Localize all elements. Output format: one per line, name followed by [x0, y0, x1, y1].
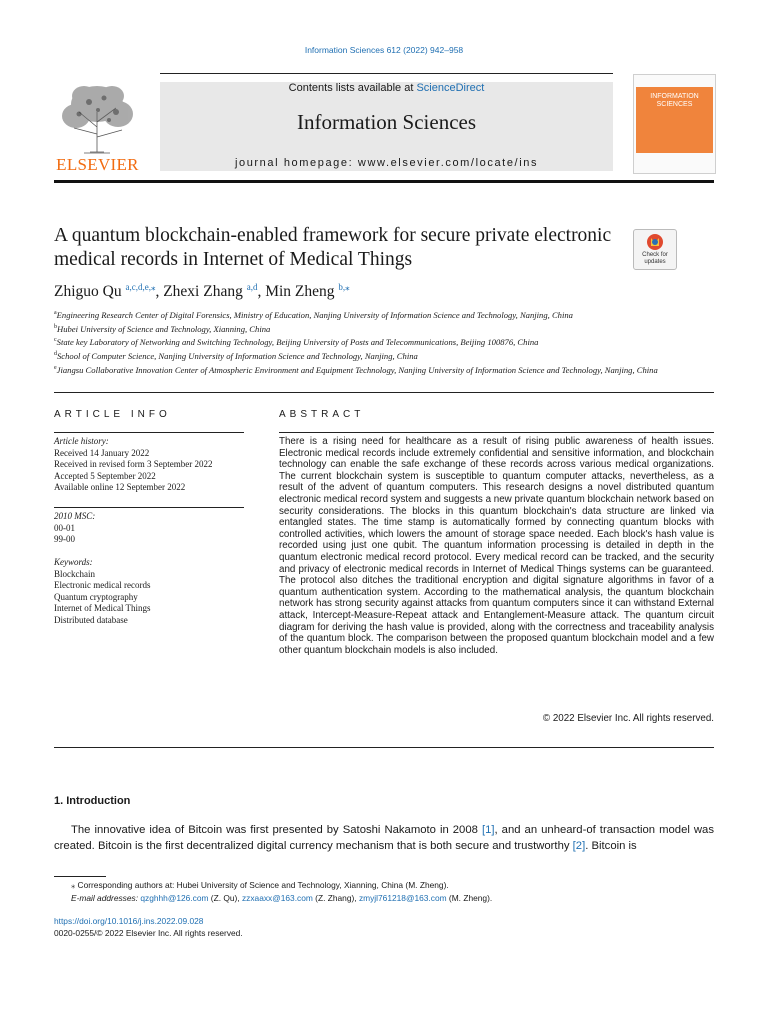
affiliation-key: e: [54, 364, 57, 371]
affiliation-key: a: [54, 310, 57, 316]
email-addresses: [54, 892, 714, 905]
keyword-item[interactable]: Distributed database: [54, 614, 128, 625]
article-info-heading: ARTICLE INFO: [54, 409, 171, 420]
keyword-item[interactable]: Quantum cryptography: [54, 591, 138, 602]
history-item: Received in revised form 3 September 2022: [54, 459, 213, 470]
author-affiliation-marks[interactable]: b,⁎: [338, 282, 350, 292]
author-separator: ,: [257, 283, 266, 301]
intro-text: The innovative idea of Bitcoin was first presented by Satoshi Nakamoto in 2008: [71, 824, 482, 836]
footnotes: [54, 879, 714, 905]
history-item: Accepted 5 September 2022: [54, 470, 156, 481]
reference-link[interactable]: [1]: [481, 824, 495, 836]
corresponding-text: Corresponding authors at: Hubei University of Science and Technology, Xianning, China (M. Zheng).: [77, 880, 449, 890]
sciencedirect-link[interactable]: ScienceDirect: [416, 82, 485, 94]
journal-title: Information Sciences: [296, 110, 477, 134]
affiliation-key: c: [54, 337, 57, 344]
affiliation-item: [54, 349, 674, 363]
crossmark-icon: [634, 230, 676, 252]
msc-item: 00-01: [54, 522, 75, 533]
affiliation-text: Engineering Research Center of Digital Forensics, Ministry of Education, Nanjing University of Information Science and Technology, Nanjing, China: [56, 309, 573, 320]
keyword-item[interactable]: Blockchain: [54, 568, 95, 579]
msc-label: 2010 MSC:: [54, 511, 96, 521]
affiliation-item: [54, 335, 674, 349]
author-name[interactable]: Min Zheng: [265, 283, 335, 301]
abstract-heading: ABSTRACT: [279, 409, 365, 420]
doi-block: [54, 915, 454, 939]
email-owner: (Z. Zhang),: [312, 893, 359, 903]
email-link[interactable]: zmyjl761218@163.com: [358, 893, 447, 903]
msc-codes: [54, 511, 254, 546]
email-owner: (Z. Qu),: [208, 893, 242, 903]
author-separator: ,: [155, 283, 164, 301]
cover-title: INFORMATION SCIENCES: [650, 93, 699, 108]
journal-homepage[interactable]: journal homepage: www.elsevier.com/locate/ins: [234, 157, 539, 169]
doi-link[interactable]: https://doi.org/10.1016/j.ins.2022.09.028: [54, 916, 204, 926]
affiliation-item: [54, 363, 674, 377]
affiliation-key: b: [54, 323, 57, 330]
history-label: Article history:: [54, 436, 109, 446]
check-for-updates-button[interactable]: [633, 229, 677, 270]
email-label: E-mail addresses:: [71, 893, 139, 903]
keyword-item[interactable]: Electronic medical records: [54, 580, 151, 591]
footnote-mark: ⁎: [71, 880, 76, 890]
corresponding-author-note: [54, 879, 714, 892]
header-bottom-rule: [54, 180, 714, 183]
elsevier-tree-icon: [54, 82, 141, 154]
article-info-top-rule: [54, 392, 714, 393]
intro-text: . Bitcoin is: [585, 840, 637, 852]
abstract-text: There is a rising need for healthcare as a result of rising public awareness of health issues. Electronic medical records include extremely confidential and sensitive information, and blockchain technology can enable the safe exchange of these records across various medical organizations. The current blockchain system is susceptible to quantum computer attacks, nevertheless, as a result of the advent of quantum computers. This research designs a novel distributed quantum electronic medical record system and suggests a new private quantum blockchain network based on security considerations. The blocks in this quantum blockchain's data structure are linked via entangled states. The time stamp is automatically formed by connecting quantum blocks with controlled activities, which lowers the amount of storage space needed. Each block's hash value is recorded using just one qubit. The quantum information processing is detailed in depth in the quantum electronic medical record protocol. Every medical record can be tracked, and the security and privacy of electronic medical records in Internet of Medical Things systems can be guaranteed. The protocol also ditches the traditional encryption and digital signature algorithms in favor of a quantum authentication system. According to the mathematical analysis, the quantum blockchain network has strong security against attacks from quantum computers since it can withstand External attack, Intercept-Measure-Repeat attack and Entanglement-Measure attack. The quantum circuit diagram for deriving the hash value is provided, along with the correctness and traceability analysis of the quantum block. The comparison between the proposed quantum blockchain model and a few other quantum blockchain models is also included.: [279, 436, 714, 656]
article-title: A quantum blockchain-enabled framework for secure private electronic medical records in Internet of Medical Things: [54, 225, 612, 270]
affiliation-item: [54, 308, 674, 322]
footnote-rule: [54, 876, 106, 877]
email-link[interactable]: zzxaaxx@163.com: [241, 893, 313, 903]
abstract-rule: [279, 432, 714, 433]
author-name[interactable]: Zhiguo Qu: [54, 283, 122, 301]
crossmark-label: Check for updates: [642, 252, 668, 265]
intro-text: , and an unheard-of transaction model was created. Bitcoin is the first decentralized digital currency mechanism that is both secure and trustworthy: [54, 824, 714, 852]
affiliation-text: Hubei University of Science and Technology, Xianning, China: [57, 323, 271, 334]
msc-item: 99-00: [54, 534, 75, 545]
reference-link[interactable]: [2]: [572, 840, 586, 852]
history-rule: [54, 507, 244, 508]
article-history: [54, 436, 254, 494]
author-name[interactable]: Zhexi Zhang: [163, 283, 243, 301]
issn-line: 0020-0255/© 2022 Elsevier Inc. All rights reserved.: [54, 928, 243, 938]
affiliation-item: [54, 322, 674, 336]
author-affiliation-marks[interactable]: a,c,d,e,⁎: [125, 282, 156, 292]
intro-paragraph: [54, 822, 714, 854]
journal-citation[interactable]: Information Sciences 612 (2022) 942–958: [304, 45, 464, 55]
front-matter-end-rule: [54, 747, 714, 748]
keyword-list: [54, 557, 254, 627]
history-item: Available online 12 September 2022: [54, 482, 186, 493]
email-owner: (M. Zheng).: [446, 893, 493, 903]
section-heading-introduction: 1. Introduction: [54, 795, 131, 807]
author-affiliation-marks[interactable]: a,d: [246, 282, 258, 292]
affiliation-text: Jiangsu Collaborative Innovation Center of Atmospheric Environment and Equipment Technology, Nanjing University of Information Science and Technology, Nanjing, China: [56, 364, 658, 375]
contents-line: [160, 82, 613, 94]
affiliation-text: School of Computer Science, Nanjing University of Information Science and Technology, Nanjing, China: [57, 350, 418, 361]
history-item: Received 14 January 2022: [54, 447, 150, 458]
author-list: [54, 282, 714, 301]
affiliation-list: [54, 308, 674, 376]
affiliation-text: State key Laboratory of Networking and Switching Technology, Beijing University of Posts and Telecommunications, Beijing 100876, China: [56, 337, 539, 348]
journal-cover-thumbnail[interactable]: [633, 74, 716, 174]
keywords-label: Keywords:: [54, 557, 93, 567]
keyword-item[interactable]: Internet of Medical Things: [54, 603, 151, 614]
affiliation-key: d: [54, 350, 57, 357]
header-top-rule: [160, 73, 613, 74]
email-link[interactable]: qzghhh@126.com: [140, 893, 209, 903]
elsevier-wordmark: ELSEVIER: [56, 155, 139, 174]
abstract-copyright: © 2022 Elsevier Inc. All rights reserved.: [542, 713, 714, 724]
contents-prefix: Contents lists available at: [288, 82, 417, 94]
article-info-rule: [54, 432, 244, 433]
